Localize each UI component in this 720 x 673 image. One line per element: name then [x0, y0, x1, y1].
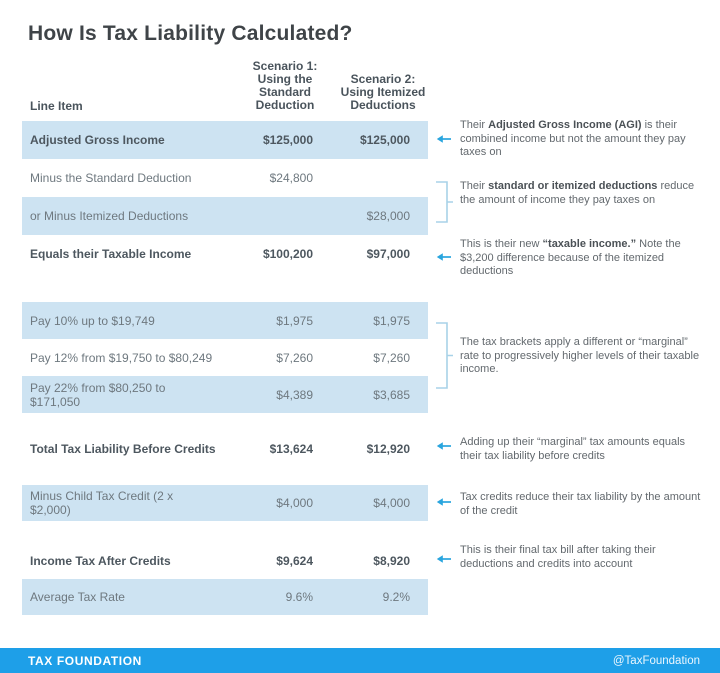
annotation-tax-brackets — [436, 336, 708, 394]
scenario1-value: $4,000 — [276, 496, 313, 510]
left-arrow-icon — [436, 436, 460, 463]
row-label: Total Tax Liability Before Credits — [30, 441, 216, 456]
row-label: Adjusted Gross Income — [30, 133, 165, 147]
scenario1-value: 9.6% — [285, 590, 313, 604]
scenario1-value: $7,260 — [276, 350, 313, 365]
row-label: Pay 22% from $80,250 to $171,050 — [30, 380, 166, 409]
scenario2-value: $12,920 — [366, 441, 410, 456]
row-label: Pay 10% up to $19,749 — [30, 313, 155, 328]
scenario2-value: 9.2% — [382, 590, 410, 604]
twitter-handle: @TaxFoundation — [612, 654, 700, 667]
scenario2-value: $125,000 — [359, 133, 410, 147]
annotation-text: Their standard or itemized deductions reduce the amount of income they pay taxes on — [460, 180, 695, 206]
annotation-deductions — [436, 180, 708, 228]
row-child-tax-credit — [22, 485, 428, 521]
bracket-icon — [436, 180, 460, 228]
annotation-text: Their Adjusted Gross Income (AGI) is their combined income but not the amount they pay taxes on — [460, 119, 686, 158]
scenario1-value: $9,624 — [276, 554, 313, 568]
row-label: Minus Child Tax Credit (2 x $2,000) — [30, 489, 174, 517]
row-label: Average Tax Rate — [30, 590, 125, 604]
row-total-liability-before-credits — [22, 430, 428, 467]
annotation-text: The tax brackets apply a different or “marginal” rate to progressively higher levels of their taxable income. — [460, 336, 700, 375]
annotation-final-tax-bill — [436, 544, 708, 571]
column-header-scenario2: Scenario 2: Using Itemized Deductions — [340, 72, 426, 112]
annotation-taxable-income — [436, 238, 708, 279]
row-average-tax-rate — [22, 579, 428, 615]
scenario1-value: $100,200 — [262, 247, 313, 261]
row-label: Equals their Taxable Income — [30, 247, 192, 261]
row-bracket-10pct — [22, 302, 428, 339]
annotation-agi — [436, 119, 708, 160]
page-title: How Is Tax Liability Calculated? — [28, 22, 353, 45]
annotation-tax-credits — [436, 491, 708, 518]
row-label: Income Tax After Credits — [30, 554, 171, 568]
scenario1-value: $125,000 — [262, 133, 313, 147]
column-header-line-item: Line Item — [30, 99, 83, 113]
bracket-icon — [436, 336, 460, 394]
row-standard-deduction — [22, 159, 428, 197]
scenario2-value: $4,000 — [373, 496, 410, 510]
row-taxable-income — [22, 235, 428, 273]
row-bracket-12pct — [22, 339, 428, 376]
scenario1-value: $4,389 — [276, 387, 313, 402]
scenario2-value: $97,000 — [366, 247, 410, 261]
scenario2-value: $7,260 — [373, 350, 410, 365]
scenario1-value: $24,800 — [269, 171, 313, 185]
footer-bar — [0, 648, 720, 673]
row-adjusted-gross-income — [22, 121, 428, 159]
annotation-text: This is their final tax bill after taking their deductions and credits into account — [460, 544, 656, 570]
left-arrow-icon — [436, 119, 460, 160]
annotation-text: Adding up their “marginal” tax amounts equals their tax liability before credits — [460, 436, 686, 462]
annotation-total-liability — [436, 436, 708, 463]
column-header-scenario1: Scenario 1: Using the Standard Deduction — [252, 59, 318, 112]
scenario2-value: $8,920 — [373, 554, 410, 568]
row-income-tax-after-credits — [22, 543, 428, 579]
row-label: Minus the Standard Deduction — [30, 171, 192, 185]
annotation-text: Tax credits reduce their tax liability by the amount of the credit — [460, 491, 701, 517]
scenario1-value: $1,975 — [276, 313, 313, 328]
annotation-text: This is their new “taxable income.” Note the $3,200 difference because of the itemized deductions — [460, 238, 681, 277]
left-arrow-icon — [436, 238, 460, 279]
row-bracket-22pct — [22, 376, 428, 413]
left-arrow-icon — [436, 544, 460, 571]
scenario2-value: $1,975 — [373, 313, 410, 328]
scenario2-value: $28,000 — [366, 209, 410, 223]
scenario2-value: $3,685 — [373, 387, 410, 402]
scenario1-value: $13,624 — [269, 441, 313, 456]
row-itemized-deductions — [22, 197, 428, 235]
brand-name: TAX FOUNDATION — [28, 653, 142, 668]
left-arrow-icon — [436, 491, 460, 518]
row-label: or Minus Itemized Deductions — [30, 209, 189, 223]
row-label: Pay 12% from $19,750 to $80,249 — [30, 350, 213, 365]
